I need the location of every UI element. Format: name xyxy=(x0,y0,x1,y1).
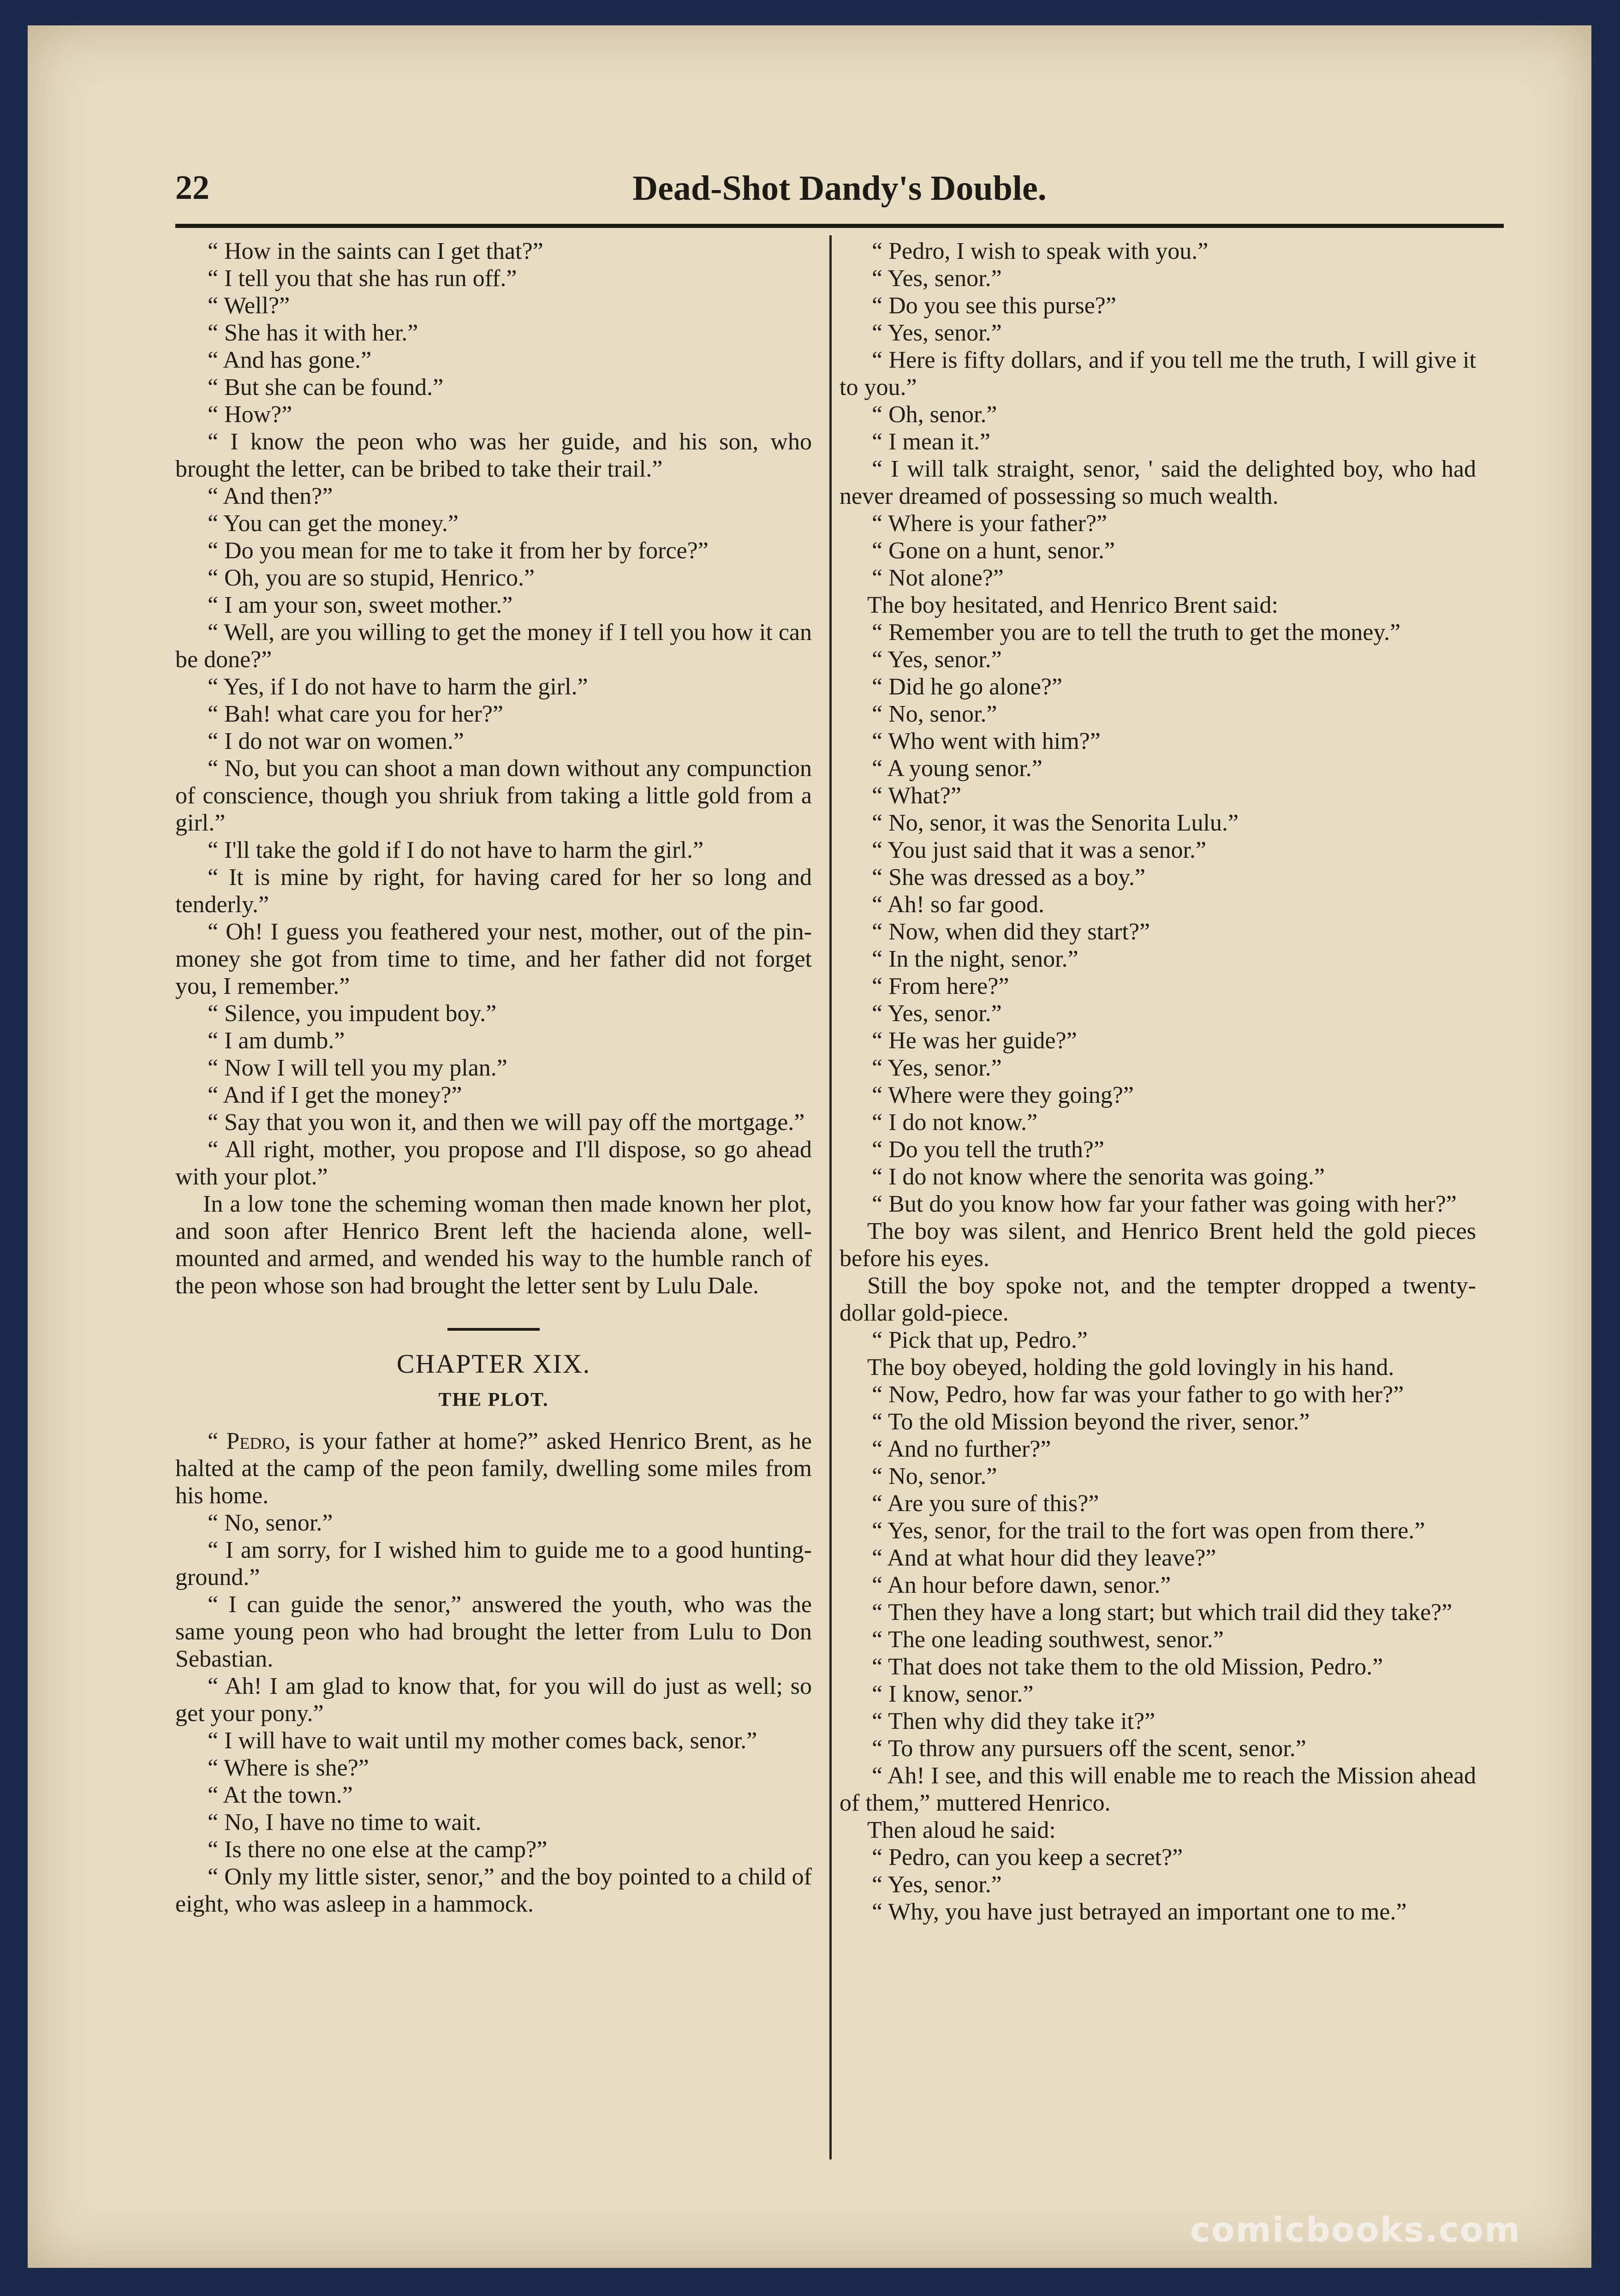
paragraph: “ I do not know.” xyxy=(872,1109,1038,1136)
paragraph: “ Yes, senor.” xyxy=(872,646,1002,673)
right-paragraphs xyxy=(840,238,1476,1925)
paragraph: “ She has it with her.” xyxy=(208,320,418,346)
paragraph: “ Do you tell the truth?” xyxy=(872,1136,1104,1163)
paragraph: “ But do you know how far your father was going with her?” xyxy=(872,1191,1457,1217)
paragraph: “ Yes, senor.” xyxy=(872,1871,1002,1898)
paragraph: “ Not alone?” xyxy=(872,565,1004,591)
paragraph: “ What?” xyxy=(872,783,961,809)
paragraph: In a low tone the scheming woman then made known her plot, and soon after Henrico Brent left the hacienda alone, well-mounted and armed, and wended his way to the humble ranch of the peon whose son had brought the letter sent by Lulu Dale. xyxy=(175,1191,812,1299)
paragraph: “ I am sorry, for I wished him to guide me to a good hunting-ground.” xyxy=(175,1537,812,1590)
left-column xyxy=(175,238,812,1918)
paragraph: “ Yes, senor.” xyxy=(872,1055,1002,1081)
paragraph: “ Bah! what care you for her?” xyxy=(208,701,503,727)
paragraph: “ Pedro, can you keep a secret?” xyxy=(872,1844,1183,1871)
paragraph: “ Yes, senor.” xyxy=(872,320,1002,346)
paragraph: “ He was her guide?” xyxy=(872,1028,1077,1054)
paragraph: “ I'll take the gold if I do not have to harm the girl.” xyxy=(208,837,704,863)
paragraph: “ Do you mean for me to take it from her by force?” xyxy=(208,538,709,564)
paragraph: “ But she can be found.” xyxy=(208,374,444,401)
paragraph: “ Pick that up, Pedro.” xyxy=(872,1327,1088,1353)
paragraph: “ To the old Mission beyond the river, senor.” xyxy=(872,1409,1310,1435)
paragraph: “ An hour before dawn, senor.” xyxy=(872,1572,1171,1598)
paragraph: “ And has gone.” xyxy=(208,347,372,373)
paragraph: “ No, senor.” xyxy=(872,701,997,727)
page-header xyxy=(175,155,1504,228)
paragraph: “ Then why did they take it?” xyxy=(872,1708,1155,1734)
paragraph: “ Remember you are to tell the truth to get the money.” xyxy=(872,619,1401,646)
paragraph: “ I know the peon who was her guide, and his son, who brought the letter, can be bribed to take their trail.” xyxy=(175,429,812,482)
paragraph: “ And if I get the money?” xyxy=(208,1082,462,1108)
paragraph: The boy obeyed, holding the gold lovingly in his hand. xyxy=(867,1354,1394,1381)
paragraph: “ Well, are you willing to get the money if I tell you how it can be done?” xyxy=(175,619,812,673)
paragraph: “ Well?” xyxy=(208,293,290,319)
paragraph: “ Where is she?” xyxy=(208,1755,369,1781)
paragraph: “ In the night, senor.” xyxy=(872,946,1078,972)
paragraph: “ And no further?” xyxy=(872,1436,1051,1462)
paragraph: “ I am your son, sweet mother.” xyxy=(208,592,513,618)
paragraph: “ Here is fifty dollars, and if you tell me the truth, I will give it to you.” xyxy=(840,347,1476,401)
paragraph: “ She was dressed as a boy.” xyxy=(872,864,1145,891)
paragraph: “ You can get the money.” xyxy=(208,510,459,537)
paragraph: “ Do you see this purse?” xyxy=(872,293,1116,319)
paragraph: “ I can guide the senor,” answered the youth, who was the same young peon who had brought the letter from Lulu to Don Sebastian. xyxy=(175,1591,812,1672)
paragraph: “ Ah! I see, and this will enable me to reach the Mission ahead of them,” muttered Henrico. xyxy=(840,1763,1476,1816)
paragraph: “ I do not know where the senorita was going.” xyxy=(872,1164,1325,1190)
paragraph: “ Why, you have just betrayed an important one to me.” xyxy=(872,1899,1407,1925)
paragraph: “ At the town.” xyxy=(208,1782,353,1808)
paragraph: “ Are you sure of this?” xyxy=(872,1490,1099,1517)
paragraph: “ How in the saints can I get that?” xyxy=(208,238,543,264)
left-paragraphs-after xyxy=(175,1509,812,1918)
paragraph: “ Ah! so far good. xyxy=(872,891,1045,918)
paragraph: “ No, senor.” xyxy=(872,1463,997,1489)
paragraph: “ Did he go alone?” xyxy=(872,674,1062,700)
paragraph: “ How?” xyxy=(208,401,292,428)
paragraph: The boy hesitated, and Henrico Brent said: xyxy=(867,592,1278,618)
paragraph: “ Say that you won it, and then we will pay off the mortgage.” xyxy=(208,1109,805,1136)
paragraph: “ No, but you can shoot a man down without any compunction of conscience, though you shriuk from taking a little gold from a girl.” xyxy=(175,755,812,836)
paragraph: “ I will talk straight, senor, ' said the delighted boy, who had never dreamed of possessing so much wealth. xyxy=(840,456,1476,509)
paragraph: “ From here?” xyxy=(872,973,1009,999)
paragraph: “ Now I will tell you my plan.” xyxy=(208,1055,507,1081)
page-number: 22 xyxy=(175,169,209,207)
paragraph: “ To throw any pursuers off the scent, senor.” xyxy=(872,1735,1306,1762)
paragraph: “ No, I have no time to wait. xyxy=(208,1809,482,1836)
paragraph: “ Who went with him?” xyxy=(872,728,1101,754)
opening-quote: “ xyxy=(208,1428,226,1454)
paragraph: “ Yes, if I do not have to harm the girl.” xyxy=(208,674,588,700)
paragraph: “ The one leading southwest, senor.” xyxy=(872,1626,1224,1653)
column-rule xyxy=(829,235,832,2159)
chapter-opening-paragraph xyxy=(175,1428,812,1509)
paragraph: “ All right, mother, you propose and I'll dispose, so go ahead with your plot.” xyxy=(175,1136,812,1190)
opening-word: Pedro xyxy=(226,1428,285,1454)
paragraph: “ And at what hour did they leave?” xyxy=(872,1545,1216,1571)
chapter-title: THE PLOT. xyxy=(438,1389,549,1411)
paragraph: “ It is mine by right, for having cared for her so long and tenderly.” xyxy=(175,864,812,918)
paragraph: “ And then?” xyxy=(208,483,333,509)
paragraph: “ I know, senor.” xyxy=(872,1681,1034,1707)
section-divider xyxy=(447,1328,540,1331)
paragraph: “ Oh! I guess you feathered your nest, mother, out of the pin-money she got from time to time, and her father did not forget you, I remember.” xyxy=(175,919,812,999)
paragraph: “ No, senor.” xyxy=(208,1510,333,1536)
paragraph: “ Is there no one else at the camp?” xyxy=(208,1836,548,1863)
paragraph: “ Oh, you are so stupid, Henrico.” xyxy=(208,565,535,591)
paragraph: “ Then they have a long start; but which trail did they take?” xyxy=(872,1599,1453,1626)
paragraph: “ Yes, senor.” xyxy=(872,265,1002,292)
paragraph: “ Where is your father?” xyxy=(872,510,1108,537)
paragraph: “ Now, Pedro, how far was your father to go with her?” xyxy=(872,1381,1404,1408)
paragraph: “ I will have to wait until my mother comes back, senor.” xyxy=(208,1728,757,1754)
paragraph: “ No, senor, it was the Senorita Lulu.” xyxy=(872,810,1239,836)
chapter-number: CHAPTER XIX. xyxy=(396,1349,591,1379)
paragraph: “ I do not war on women.” xyxy=(208,728,464,754)
paragraph: “ I tell you that she has run off.” xyxy=(208,265,517,292)
paragraph: “ Only my little sister, senor,” and the boy pointed to a child of eight, who was asleep in a hammock. xyxy=(175,1864,812,1917)
paragraph: “ Silence, you impudent boy.” xyxy=(208,1000,497,1027)
paragraph: “ Pedro, I wish to speak with you.” xyxy=(872,238,1209,264)
paragraph: “ You just said that it was a senor.” xyxy=(872,837,1207,863)
right-column xyxy=(840,238,1476,1925)
paragraph: “ Yes, senor, for the trail to the fort was open from there.” xyxy=(872,1518,1425,1544)
paragraph: “ I am dumb.” xyxy=(208,1028,345,1054)
paragraph: “ A young senor.” xyxy=(872,755,1042,782)
paragraph: Still the boy spoke not, and the tempter dropped a twenty-dollar gold-piece. xyxy=(840,1273,1476,1326)
paragraph: “ Now, when did they start?” xyxy=(872,919,1150,945)
left-paragraphs-before xyxy=(175,238,812,1299)
paragraph: “ Ah! I am glad to know that, for you will do just as well; so get your pony.” xyxy=(175,1673,812,1727)
paragraph: “ Where were they going?” xyxy=(872,1082,1134,1108)
watermark: comicbooks.com xyxy=(1190,2210,1521,2250)
paragraph: Then aloud he said: xyxy=(867,1817,1056,1843)
paragraph: The boy was silent, and Henrico Brent held the gold pieces before his eyes. xyxy=(840,1218,1476,1272)
paragraph: “ Yes, senor.” xyxy=(872,1000,1002,1027)
paragraph: “ Gone on a hunt, senor.” xyxy=(872,538,1115,564)
paragraph: “ Oh, senor.” xyxy=(872,401,997,428)
running-title: Dead-Shot Dandy's Double. xyxy=(632,169,1047,208)
paragraph: “ I mean it.” xyxy=(872,429,990,455)
opening-rest: , is your father at home?” asked Henrico Brent, as he halted at the camp of the peon family, dwelling some miles from his home. xyxy=(175,1428,812,1509)
paragraph: “ That does not take them to the old Mission, Pedro.” xyxy=(872,1654,1383,1680)
magazine-page xyxy=(28,25,1591,2268)
